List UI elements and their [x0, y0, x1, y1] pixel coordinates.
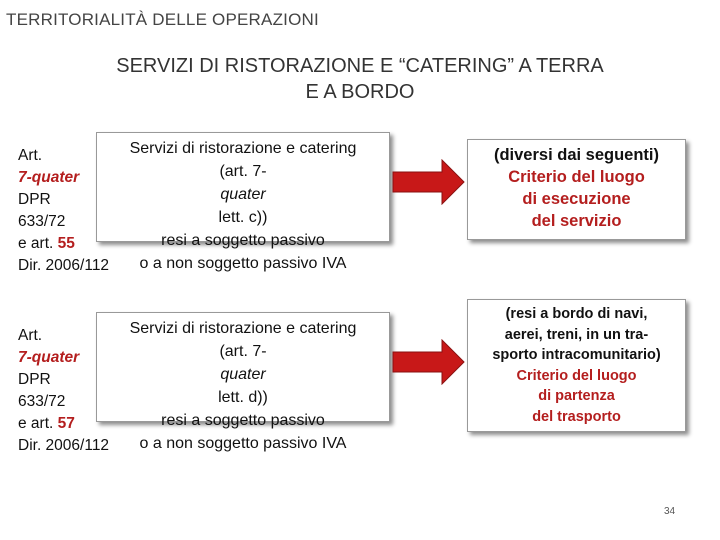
page-number: 34: [664, 506, 676, 517]
result-criterion-object: del servizio: [531, 212, 622, 230]
directive-article: e art. 57: [18, 415, 75, 432]
law-name: DPR: [18, 191, 51, 208]
art-number: 7-quater: [18, 349, 80, 366]
directive-article-number: 55: [57, 235, 75, 252]
service-recipient-1: resi a soggetto passivo: [161, 232, 325, 249]
directive-article-number: 57: [57, 415, 75, 432]
directive-name: Dir. 2006/112: [18, 437, 110, 454]
law-name: DPR: [18, 371, 51, 388]
service-title: Servizi di ristorazione e catering: [129, 320, 357, 337]
result-note-1: (resi a bordo di navi,: [505, 306, 648, 322]
service-title: Servizi di ristorazione e catering: [129, 140, 357, 157]
directive-name: Dir. 2006/112: [18, 257, 110, 274]
service-recipient-1: resi a soggetto passivo: [161, 412, 325, 429]
result-criterion: Criterio del luogo: [508, 168, 645, 186]
art-label: Art.: [18, 327, 43, 344]
service-recipient-2: o a non soggetto passivo IVA: [139, 255, 347, 272]
result-note: (diversi dai seguenti): [493, 146, 660, 164]
directive-article: e art. 55: [18, 235, 75, 252]
service-recipient-2: o a non soggetto passivo IVA: [139, 435, 347, 452]
result-box-onboard: [467, 299, 686, 432]
law-number: 633/72: [18, 213, 66, 230]
service-box-ground: [96, 132, 390, 272]
service-box-onboard: [96, 312, 390, 452]
result-criterion-object: del trasporto: [532, 408, 621, 425]
result-note-3: sporto intracomunitario): [492, 347, 661, 363]
result-criterion-detail: di partenza: [538, 388, 615, 404]
header-title: TERRITORIALITÀ DELLE OPERAZIONI: [6, 10, 319, 29]
result-criterion: Criterio del luogo: [516, 367, 637, 384]
result-criterion-detail: di esecuzione: [522, 190, 631, 208]
result-box-ground: [467, 139, 686, 240]
art-label: Art.: [18, 147, 43, 164]
law-number: 633/72: [18, 393, 66, 410]
main-title-line2: E A BORDO: [305, 81, 415, 103]
service-article: (art. 7- quater lett. c)): [218, 163, 268, 226]
main-title-line1: SERVIZI DI RISTORAZIONE E “CATERING” A TERRA: [116, 55, 604, 77]
service-article: (art. 7- quater lett. d)): [218, 343, 268, 406]
right-arrow-icon: [392, 339, 466, 385]
main-title: [0, 53, 720, 105]
result-note-2: aerei, treni, in un tra-: [504, 326, 649, 343]
art-number: 7-quater: [18, 169, 80, 186]
right-arrow-icon: [392, 159, 466, 205]
